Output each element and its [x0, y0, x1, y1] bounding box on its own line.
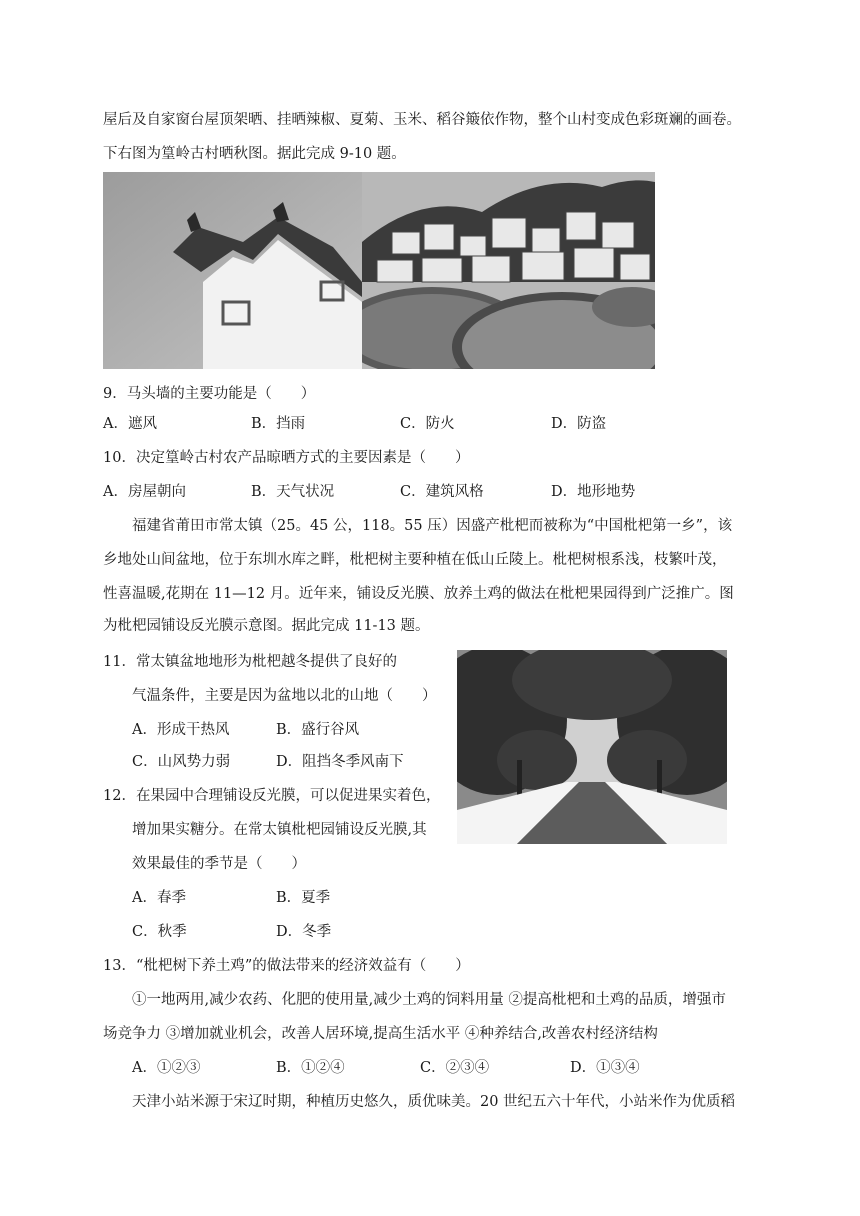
q12-stem-line-1: 12．在果园中合理铺设反光膜，可以促进果实着色， — [103, 788, 441, 804]
q12-option-d: D．冬季 — [276, 924, 332, 940]
q12-option-a: A．春季 — [132, 890, 186, 906]
q10-option-b: B．天气状况 — [251, 484, 335, 500]
q11-option-c: C．山风势力弱 — [132, 754, 231, 770]
q10-option-c: C．建筑风格 — [400, 484, 484, 500]
q9-option-b: B．挡雨 — [251, 416, 306, 432]
passage2-line-3: 性喜温暖,花期在 11—12 月。近年来，铺设反光膜、放养土鸡的做法在枇杷果园得到广泛推广。图 — [103, 586, 734, 602]
q10-stem: 10．决定篁岭古村农产品晾晒方式的主要因素是（ ） — [103, 450, 470, 466]
q11-option-a: A．形成干热风 — [132, 722, 230, 738]
q11-stem-line-2: 气温条件，主要是因为盆地以北的山地（ ） — [132, 688, 437, 704]
q9-option-a: A．遮风 — [103, 416, 157, 432]
q10-option-d: D．地形地势 — [551, 484, 636, 500]
q12-stem-line-3: 效果最佳的季节是（ ） — [132, 856, 306, 872]
q11-option-b: B．盛行谷风 — [276, 722, 360, 738]
horse-head-wall-photo — [103, 172, 362, 369]
passage2-line-1: 福建省莆田市常太镇（25。45 公，118。55 压）因盛产枇杷而被称为“中国枇杷第一乡”，该 — [132, 518, 733, 534]
q9-option-d: D．防盗 — [551, 416, 607, 432]
q12-option-c: C．秋季 — [132, 924, 187, 940]
intro-line-1: 屋后及自家窗台屋顶架晒、挂晒辣椒、夏菊、玉米、稻谷簸依作物，整个山村变成色彩斑斓的画卷。 — [103, 112, 741, 128]
q13-option-d: D．①③④ — [570, 1060, 640, 1076]
q10-option-a: A．房屋朝向 — [103, 484, 186, 500]
passage2-line-2: 乡地处山间盆地，位于东圳水库之畔，枇杷树主要种植在低山丘陵上。枇杷树根系浅，枝繁叶茂， — [103, 552, 727, 568]
q12-stem-line-2: 增加果实糖分。在常太镇枇杷园铺设反光膜,其 — [132, 822, 427, 838]
loquat-orchard-photo — [457, 650, 727, 844]
village-drying-photo — [362, 172, 655, 369]
passage2-line-4: 为枇杷园铺设反光膜示意图。据此完成 11-13 题。 — [103, 618, 430, 634]
q13-option-a: A．①②③ — [132, 1060, 201, 1076]
q11-option-d: D．阻挡冬季风南下 — [276, 754, 404, 770]
q13-option-c: C．②③④ — [420, 1060, 490, 1076]
passage3-line-1: 天津小站米源于宋辽时期，种植历史悠久，质优味美。20 世纪五六十年代，小站米作为优质稻 — [132, 1094, 736, 1110]
q13-statements-line-1: ①一地两用,减少农药、化肥的使用量,减少土鸡的饲料用量 ②提高枇杷和土鸡的品质，增强市 — [132, 992, 726, 1008]
q13-option-b: B．①②④ — [276, 1060, 345, 1076]
q12-option-b: B．夏季 — [276, 890, 331, 906]
q9-stem: 9．马头墙的主要功能是（ ） — [103, 386, 316, 402]
q13-statements-line-2: 场竞争力 ③增加就业机会，改善人居环境,提高生活水平 ④种养结合,改善农村经济结构 — [103, 1026, 658, 1042]
q9-option-c: C．防火 — [400, 416, 455, 432]
q11-stem-line-1: 11．常太镇盆地地形为枇杷越冬提供了良好的 — [103, 654, 397, 670]
intro-line-2: 下右图为篁岭古村晒秋图。据此完成 9-10 题。 — [103, 146, 406, 162]
q13-stem: 13．“枇杷树下养土鸡”的做法带来的经济效益有（ ） — [103, 958, 470, 974]
